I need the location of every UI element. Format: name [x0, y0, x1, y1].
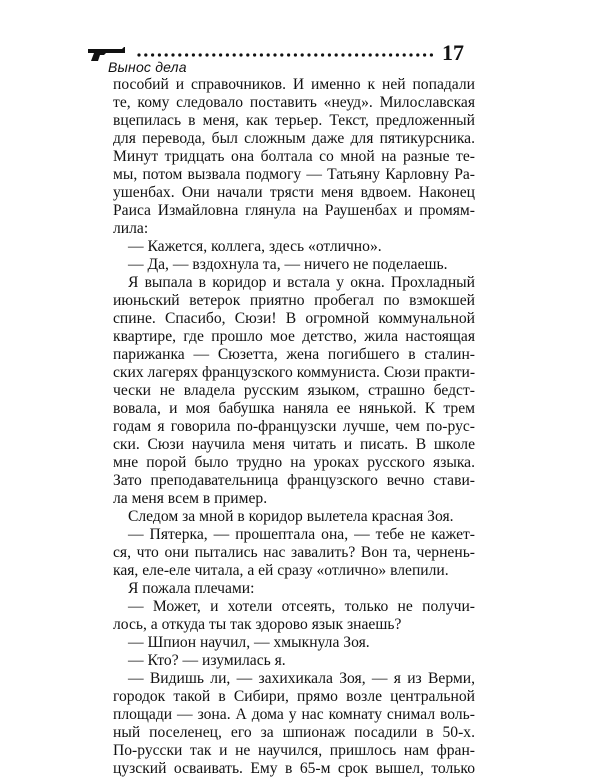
text-line: ски. Сюзи научила меня читать и писать. В школе — [113, 436, 475, 453]
text-line: Следом за мной в коридор вылетела красная Зоя. — [128, 508, 454, 525]
text-line: — Да, — вздохнула та, — ничего не поделаешь. — [128, 256, 448, 273]
body-text — [113, 76, 475, 778]
text-line: вовала, и моя бабушка наняла ее нянькой. К трем — [113, 400, 475, 417]
text-line: — Кто? — изумилась я. — [128, 652, 286, 669]
text-line: городок такой в Сибири, прямо возле центральной — [113, 688, 475, 705]
text-line: те, кому следовало поставить «неуд». Милославская — [113, 94, 475, 111]
text-line: июньский ветерок приятно пробегал по взмокшей — [113, 292, 475, 309]
text-line: — Шпион научил, — хмыкнула Зоя. — [128, 634, 370, 651]
text-line: ла меня всем в пример. — [113, 490, 268, 507]
text-line: цузский осваивать. Ему в 65-м срок вышел, только — [113, 760, 475, 777]
running-title: Вынос дела — [108, 59, 187, 75]
text-line: площади — зона. А дома у нас комнату снимал воль- — [113, 706, 475, 723]
text-line: вцепилась в меня, как терьер. Текст, предложенный — [113, 112, 475, 129]
text-line: парижанка — Сюзетта, жена погибшего в сталин- — [113, 346, 475, 363]
text-line: квартире, где прошло мое детство, жила настоящая — [113, 328, 475, 345]
text-line: для перевода, был сложным даже для пятикурсника. — [113, 130, 475, 147]
text-line: Я выпала в коридор и встала у окна. Прохладный — [128, 274, 475, 291]
text-line: ских лагерях французского коммуниста. Сюзи практи- — [113, 364, 476, 381]
text-line: Раиса Измайловна глянула на Раушенбах и промям- — [113, 202, 475, 219]
text-line: — Может, и хотели отсеять, только не получи- — [128, 598, 475, 615]
text-line: По-русски так и не научился, пришлось нам фран- — [113, 742, 475, 759]
text-line: — Видишь ли, — захихикала Зоя, — я из Верми, — [128, 670, 475, 687]
text-line: пособий и справочников. И именно к ней попадали — [113, 76, 475, 93]
text-line: ся, что они пытались нас завалить? Вон та, чернень- — [113, 544, 475, 561]
text-line: Я пожала плечами: — [128, 580, 255, 597]
text-line: чески не владела русским языком, страшно бедст- — [113, 382, 475, 399]
text-line: мне порой было трудно на уроках русского языка. — [113, 454, 475, 471]
text-line: ушенбах. Они начали трясти меня вдвоем. Наконец — [113, 184, 475, 201]
text-line: ный поселенец, его за шпионаж посадили в 50-х. — [113, 724, 475, 741]
text-line: Минут тридцать она болтала со мной на разные те- — [113, 148, 475, 165]
text-line: — Кажется, коллега, здесь «отлично». — [128, 238, 382, 255]
page-header — [86, 40, 486, 75]
text-line: мы, потом вызвала подмогу — Татьяну Карловну Ра- — [113, 166, 475, 183]
text-line: лила: — [113, 220, 149, 237]
text-line: годам я говорила по-французски лучше, чем по-рус- — [113, 418, 475, 435]
text-line: кая, еле-еле читала, а ей сразу «отлично» влепили. — [113, 562, 449, 579]
text-line: — Пятерка, — прошептала она, — тебе не кажет- — [128, 526, 475, 543]
text-line: лось, а откуда ты так здорово язык знаешь? — [113, 616, 402, 633]
text-line: Зато преподавательница французского вечно стави- — [113, 472, 475, 489]
page-number: 17 — [442, 40, 464, 65]
text-line: спине. Спасибо, Сюзи! В огромной коммунальной — [113, 310, 475, 327]
